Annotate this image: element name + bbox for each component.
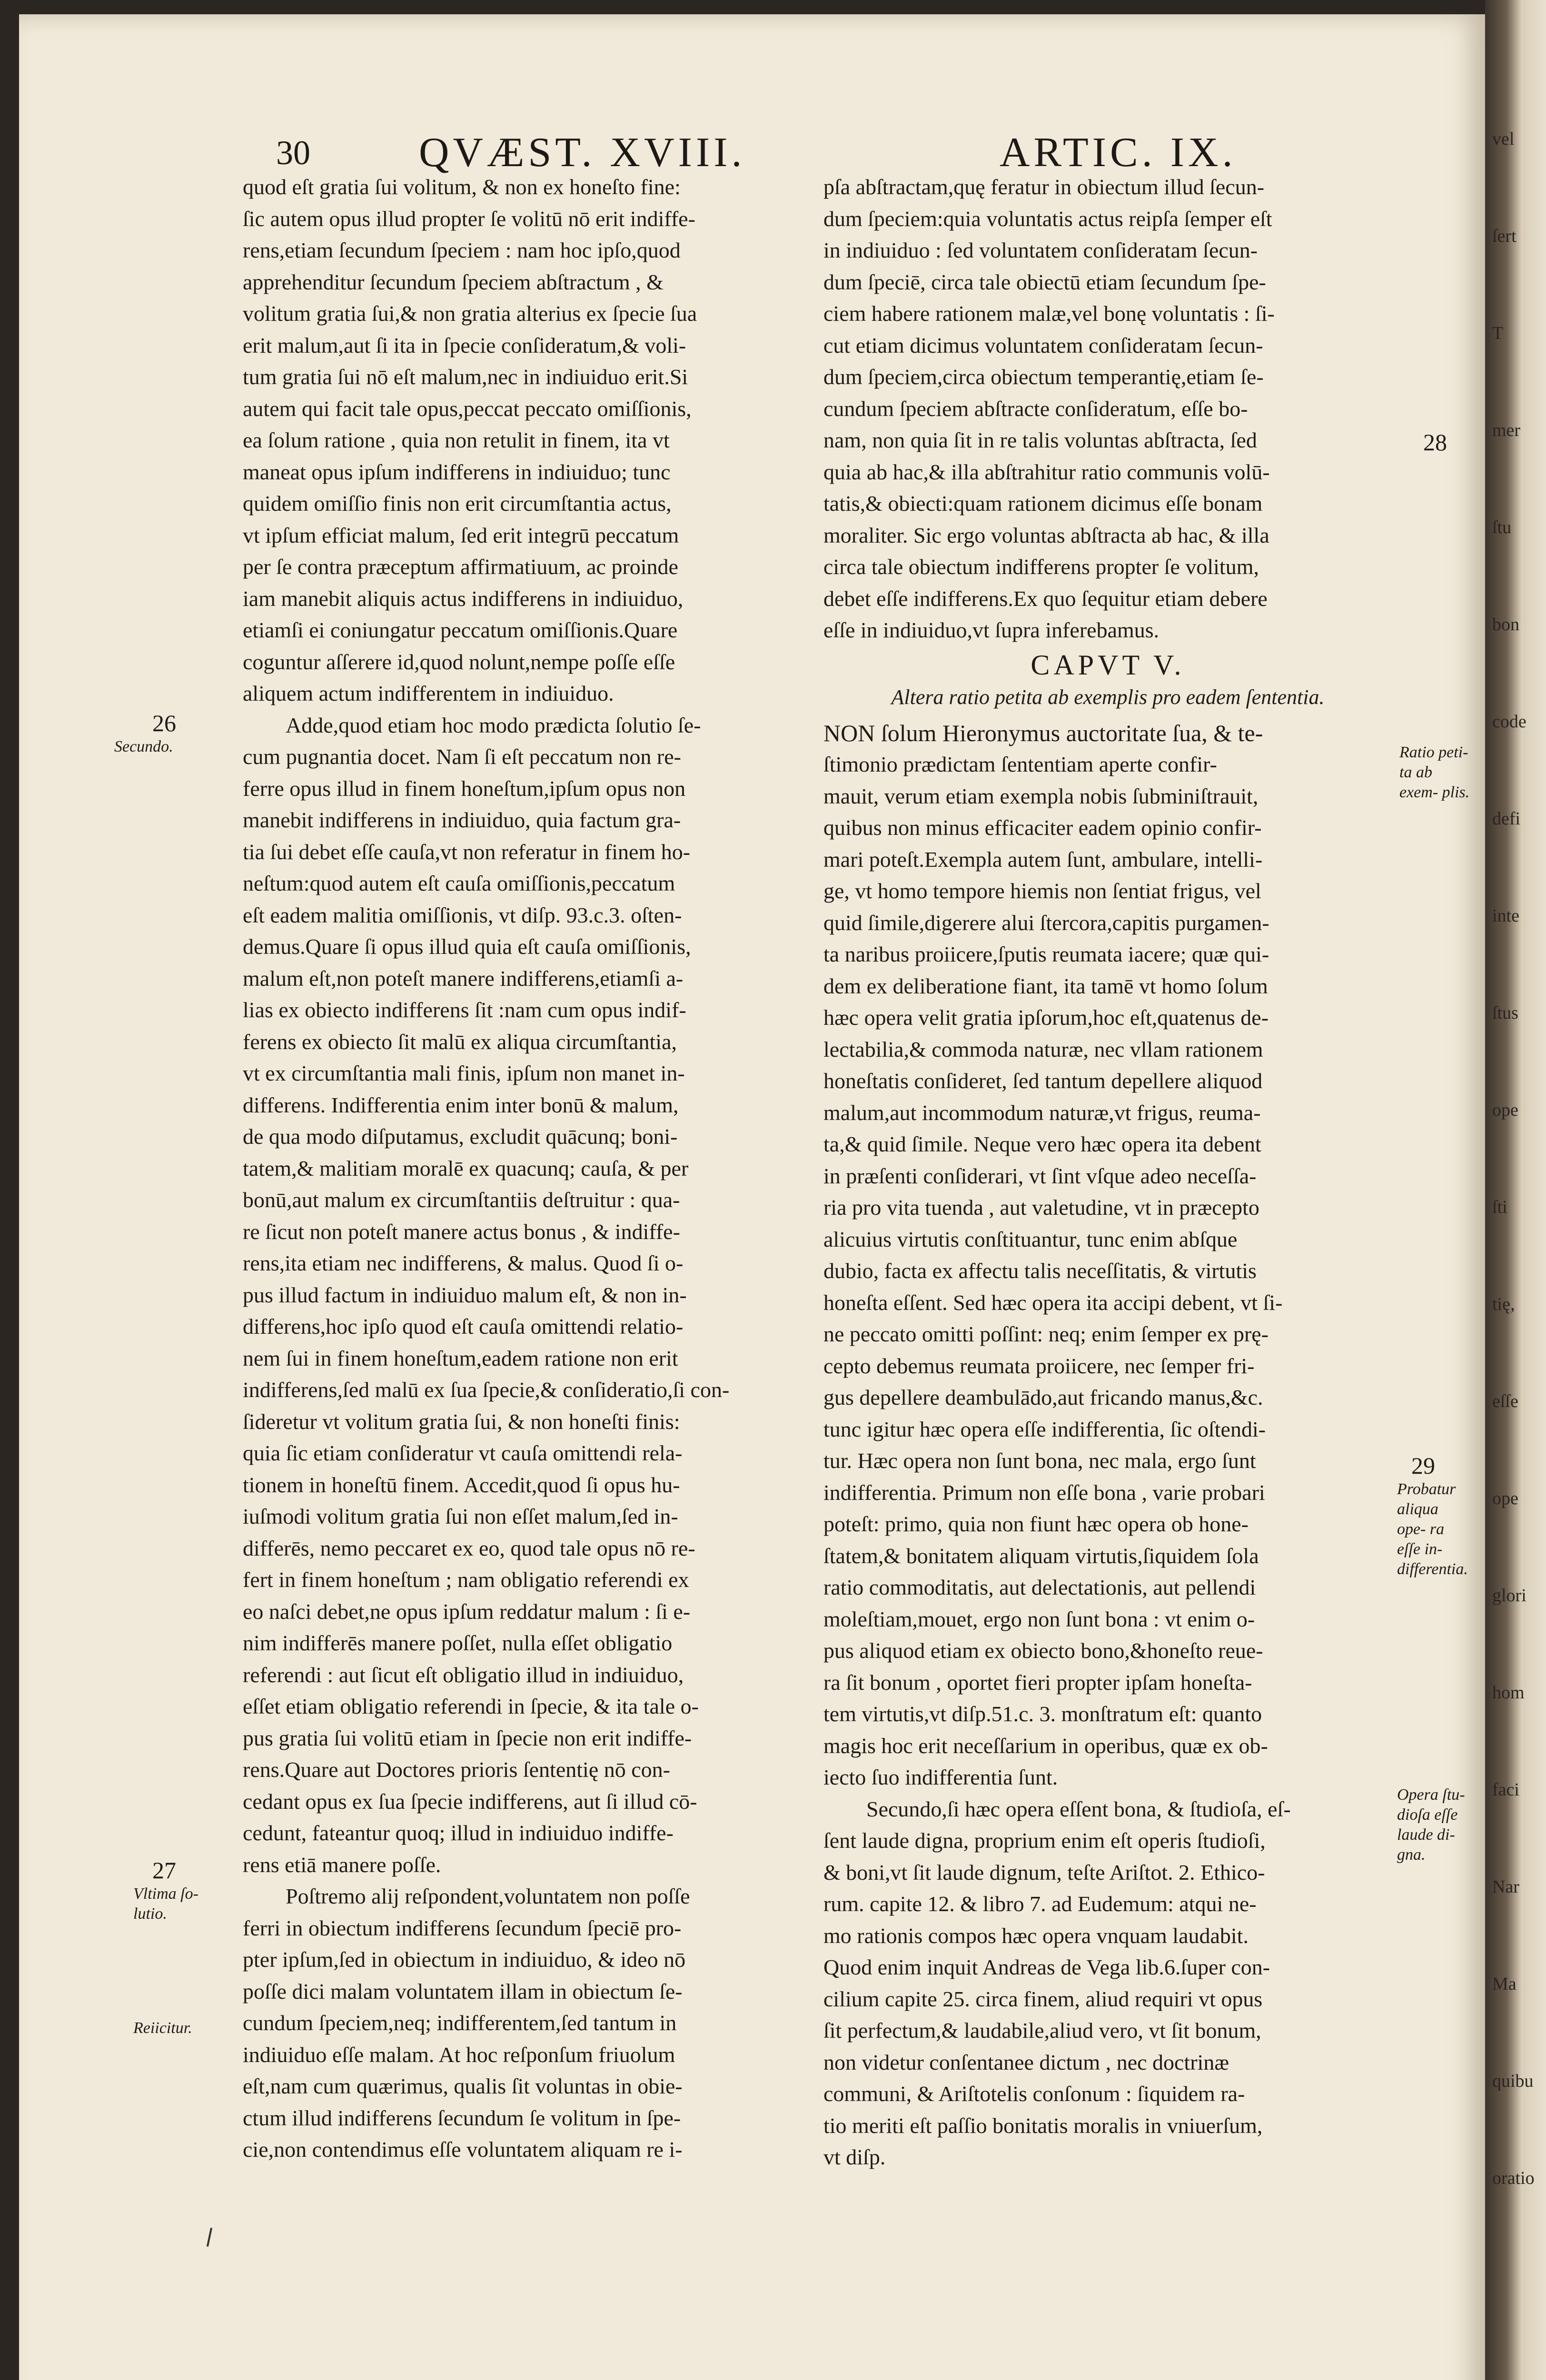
facing-page-fragment: eſſe <box>1492 1391 1518 1411</box>
text-line: ciem habere rationem malæ,vel bonę voluntatis : ſi- <box>823 301 1275 326</box>
facing-page-fragment: T <box>1492 323 1504 343</box>
facing-page-fragment: hom <box>1492 1683 1525 1703</box>
margin-number: 26 <box>152 710 176 736</box>
facing-page-edge <box>1492 29 1546 2380</box>
text-line: iuſmodi volitum gratia ſui non eſſet malum,ſed in- <box>243 1504 678 1528</box>
text-line: ferens ex obiecto ſit malū ex aliqua circumſtantia, <box>243 1029 677 1054</box>
text-line: differens,hoc ipſo quod eſt cauſa omittendi relatio- <box>243 1314 684 1339</box>
facing-page-fragment: mer <box>1492 420 1521 440</box>
text-line: alicuius virtutis conſtituantur, tunc enim abſque <box>823 1227 1238 1251</box>
text-line: ta,& quid ſimile. Neque vero hæc opera ita debent <box>823 1132 1261 1156</box>
facing-page-fragment: ope <box>1492 1100 1518 1120</box>
text-line: mauit, verum etiam exempla nobis ſubminiſtrauit, <box>823 783 1259 808</box>
left-text-column <box>243 171 800 2166</box>
chapter-subtitle: Altera ratio petita ab exemplis pro eadem ſententia. <box>891 685 1325 709</box>
text-line: maneat opus ipſum indifferens in indiuiduo; tunc <box>243 459 671 484</box>
text-line: magis hoc erit neceſſarium in operibus, quæ ex ob- <box>823 1733 1268 1758</box>
text-line: quid ſimile,digerere alui ſtercora,capitis purgamen- <box>823 910 1269 935</box>
text-line: ge, vt homo tempore hiemis non ſentiat frigus, vel <box>823 879 1261 903</box>
text-line: rens,etiam ſecundum ſpeciem : nam hoc ipſo,quod <box>243 238 681 262</box>
running-head-right: ARTIC. IX. <box>1000 129 1237 176</box>
text-line: cundum ſpeciem abſtracte conſideratum, eſſe bo- <box>823 396 1248 421</box>
facing-page-fragment: Nar <box>1492 1877 1519 1897</box>
text-line: cepto debemus reumata proiicere, nec ſemper fri- <box>823 1353 1255 1378</box>
text-line: pus aliquod etiam ex obiecto bono,&honeſto reue- <box>823 1638 1263 1663</box>
margin-note-26 <box>114 709 176 757</box>
text-line: ſtatem,& bonitatem aliquam virtutis,ſiquidem ſola <box>823 1543 1259 1568</box>
text-line: ctum illud indifferens ſecundum ſe volitum in ſpe- <box>243 2105 681 2130</box>
text-line: Poſtremo alij reſpondent,voluntatem non poſſe <box>286 1884 690 1908</box>
text-line: bonū,aut malum ex circumſtantiis deſtruitur : qua- <box>243 1188 680 1212</box>
text-line: cum pugnantia docet. Nam ſi eſt peccatum non re- <box>243 744 681 769</box>
facing-page-fragment: ope <box>1492 1488 1518 1508</box>
text-line: nem ſui in finem honeſtum,eadem ratione non erit <box>243 1346 678 1370</box>
text-line: communi, & Ariſtotelis conſonum : ſiquidem ra- <box>823 2082 1245 2106</box>
text-line: rens etiā manere poſſe. <box>243 1852 441 1877</box>
text-line: dum ſpeciem,circa obiectum temperantię,etiam ſe- <box>823 365 1264 389</box>
facing-page-fragment: Ma <box>1492 1974 1516 1994</box>
facing-page-fragment: quibu <box>1492 2071 1534 2091</box>
margin-note-27 <box>133 1856 219 1924</box>
text-line: ſent laude digna, proprium enim eſt operis ſtudioſi, <box>823 1828 1266 1853</box>
margin-gloss: Ratio peti- ta ab exem- plis. <box>1399 744 1470 801</box>
text-line: re ſicut non poteſt manere actus bonus , & indiffe- <box>243 1219 680 1244</box>
text-line: tio meriti eſt paſſio bonitatis moralis in vniuerſum, <box>823 2113 1263 2138</box>
text-line: fert in finem honeſtum ; nam obligatio referendi ex <box>243 1567 689 1592</box>
text-line: demus.Quare ſi opus illud quia eſt cauſa omiſſionis, <box>243 934 691 959</box>
text-line: in præſenti conſiderari, vt ſint vſque adeo neceſſa- <box>823 1163 1257 1188</box>
facing-page-fragment: oratio <box>1492 2168 1535 2188</box>
text-line: quibus non minus efficaciter eadem opinio confir- <box>823 815 1262 840</box>
text-line: eſſe in indiuiduo,vt ſupra inferebamus. <box>823 618 1160 642</box>
text-line: honeſta eſſent. Sed hæc opera ita accipi debent, vt ſi- <box>823 1290 1283 1315</box>
text-line: Adde,quod etiam hoc modo prædicta ſolutio ſe- <box>286 713 701 737</box>
text-line: volitum gratia ſui,& non gratia alterius ex ſpecie ſua <box>243 301 697 326</box>
text-line: referendi : aut ſicut eſt obligatio illud in indiuiduo, <box>243 1662 684 1687</box>
text-line: ſit perfectum,& laudabile,aliud vero, vt ſit bonum, <box>823 2018 1261 2043</box>
text-line: ratio commoditatis, aut delectationis, aut pellendi <box>823 1575 1256 1599</box>
text-line: non videtur conſentanee dictum , nec doctrinæ <box>823 2050 1229 2074</box>
margin-gloss: Secundo. <box>114 738 173 755</box>
text-line: ferri in obiectum indifferens ſecundum ſpeciē pro- <box>243 1915 682 1940</box>
text-line: & boni,vt ſit laude dignum, teſte Ariſtot. 2. Ethico- <box>823 1860 1265 1884</box>
text-line: pter ipſum,ſed in obiectum in indiuiduo, & ideo nō <box>243 1947 686 1972</box>
margin-number: 27 <box>152 1857 176 1884</box>
text-line: debet eſſe indifferens.Ex quo ſequitur etiam debere <box>823 586 1268 611</box>
running-head-left: QVÆST. XVIII. <box>419 129 746 176</box>
text-line: pus illud factum in indiuiduo malum eſt, & non in- <box>243 1282 687 1307</box>
text-line: in indiuiduo : ſed voluntatem conſideratam ſecun- <box>823 238 1258 262</box>
text-line: poſſe dici malam voluntatem illam in obiectum ſe- <box>243 1979 683 2003</box>
margin-gloss: Vltima ſo- lutio. <box>133 1885 198 1923</box>
text-line: quidem omiſſio finis non erit circumſtantia actus, <box>243 491 672 516</box>
text-line: cundum ſpeciem,neq; indifferentem,ſed tantum in <box>243 2011 677 2035</box>
text-line: mari poteſt.Exempla autem ſunt, ambulare, intelli- <box>823 847 1263 872</box>
text-line: indiuiduo eſſe malam. At hoc reſponſum friuolum <box>243 2042 675 2067</box>
text-line: neſtum:quod autem eſt cauſa omiſſionis,peccatum <box>243 871 675 895</box>
text-line: malum,aut incommodum naturæ,vt frigus, reuma- <box>823 1100 1261 1125</box>
text-line: ſideretur vt volitum gratia ſui, & non honeſti finis: <box>243 1409 680 1434</box>
text-line: ra ſit bonum , oportet fieri propter ipſam honeſta- <box>823 1670 1252 1695</box>
text-line: gus depellere deambulādo,aut fricando manus,&c. <box>823 1385 1263 1409</box>
facing-page-fragment: tię, <box>1492 1294 1515 1314</box>
text-line: etiamſi ei coniungatur peccatum omiſſionis.Quare <box>243 618 678 642</box>
text-line: Quod enim inquit Andreas de Vega lib.6.ſuper con- <box>823 1955 1270 1979</box>
text-line: tunc igitur hæc opera eſſe indifferentia, ſic oſtendi- <box>823 1417 1266 1441</box>
text-line: eſt,nam cum quærimus, qualis ſit voluntas in obie- <box>243 2074 683 2098</box>
chapter-heading: CAPVT V. <box>1031 649 1185 681</box>
text-line: vt ipſum efficiat malum, ſed erit integrū peccatum <box>243 523 679 547</box>
text-line: tatem,& malitiam moralē ex quacunq; cauſa, & per <box>243 1156 689 1180</box>
text-line: ferre opus illud in finem honeſtum,ipſum opus non <box>243 776 686 801</box>
facing-page-fragment: defi <box>1492 809 1521 829</box>
facing-page-fragment: ſtus <box>1492 1003 1518 1023</box>
text-line: manebit indifferens in indiuiduo, quia factum gra- <box>243 808 681 832</box>
text-line: quod eſt gratia ſui volitum, & non ex honeſto fine: <box>243 175 681 199</box>
text-line: lectabilia,& commoda naturæ, nec vllam rationem <box>823 1037 1263 1061</box>
text-line: ta naribus proiicere,ſputis reumata iacere; quæ qui- <box>823 942 1269 966</box>
text-line: NON ſolum Hieronymus auctoritate ſua, & te- <box>823 719 1263 746</box>
text-line: honeſtatis conſideret, ſed tantum depellere aliquod <box>823 1069 1263 1093</box>
text-line: quia ab hac,& illa abſtrahitur ratio communis volū- <box>823 459 1270 484</box>
text-line: vt ex circumſtantia mali finis, ipſum non manet in- <box>243 1061 685 1085</box>
text-line: cedant opus ex ſua ſpecie indifferens, aut ſi illud cō- <box>243 1789 697 1814</box>
text-line: indifferens,ſed malū ex ſua ſpecie,& conſideratio,ſi con- <box>243 1378 730 1402</box>
text-line: tia ſui debet eſſe cauſa,vt non referatur in finem ho- <box>243 839 691 864</box>
text-line: dum ſpeciē, circa tale obiectū etiam ſecundum ſpe- <box>823 269 1266 294</box>
text-line: indifferentia. Primum non eſſe bona , varie probari <box>823 1480 1265 1505</box>
text-line: de qua modo diſputamus, excludit quācunq; boni- <box>243 1124 678 1149</box>
margin-number: 29 <box>1411 1452 1435 1479</box>
text-line: quia ſic etiam conſideratur vt cauſa omittendi rela- <box>243 1441 683 1465</box>
text-line: dum ſpeciem:quia voluntatis actus reipſa ſemper eſt <box>823 206 1272 231</box>
text-line: aliquem actum indifferentem in indiuiduo. <box>243 681 614 705</box>
facing-page-fragment: vel <box>1492 129 1515 149</box>
text-line: cedunt, fateantur quoq; illud in indiuiduo indiffe- <box>243 1821 674 1845</box>
facing-page-fragment: bon <box>1492 615 1519 635</box>
text-line: mo rationis compos hæc opera vnquam laudabit. <box>823 1923 1249 1948</box>
text-line: cie,non contendimus eſſe voluntatem aliquam re i- <box>243 2137 683 2162</box>
text-line: pus gratia ſui volitū etiam in ſpecie non erit indiffe- <box>243 1726 692 1750</box>
margin-note-29 <box>1397 1452 1468 1579</box>
text-line: vt diſp. <box>823 2145 886 2169</box>
text-line: differēs, nemo peccaret ex eo, quod tale opus nō re- <box>243 1536 695 1560</box>
text-line: circa tale obiectum indifferens propter ſe volitum, <box>823 555 1259 579</box>
text-line: rum. capite 12. & libro 7. ad Eudemum: atqui ne- <box>823 1892 1257 1916</box>
text-line: ea ſolum ratione , quia non retulit in finem, ita vt <box>243 428 670 452</box>
margin-gloss: Probatur aliqua ope- ra eſſe in- differentia. <box>1397 1480 1468 1578</box>
text-line: eſſet etiam obligatio referendi in ſpecie, & ita tale o- <box>243 1694 699 1718</box>
facing-page-fragment: glori <box>1492 1586 1526 1606</box>
stray-ink-mark <box>207 2228 212 2247</box>
text-line: pſa abſtractam,quę feratur in obiectum illud ſecun- <box>823 175 1265 199</box>
text-line: Secundo,ſi hæc opera eſſent bona, & ſtudioſa, eſ- <box>866 1796 1291 1821</box>
text-line: tatis,& obiecti:quam rationem dicimus eſſe bonam <box>823 491 1263 516</box>
text-line: cut etiam dicimus voluntatem conſideratam ſecun- <box>823 333 1263 357</box>
text-line: rens,ita etiam nec indifferens, & malus. Quod ſi o- <box>243 1251 684 1275</box>
text-line: autem qui facit tale opus,peccat peccato omiſſionis, <box>243 396 692 421</box>
right-column-part-b <box>823 717 1392 2173</box>
margin-number: 28 <box>1423 429 1447 456</box>
text-line: apprehenditur ſecundum ſpeciem abſtractum , & <box>243 269 664 294</box>
text-line: ria pro vita tuenda , aut valetudine, vt in præcepto <box>823 1195 1259 1220</box>
margin-note-ratio <box>1399 743 1471 803</box>
text-line: eo naſci debet,ne opus ipſum reddatur malum : ſi e- <box>243 1599 691 1624</box>
facing-page-fragment: faci <box>1492 1780 1519 1800</box>
text-line: erit malum,aut ſi ita in ſpecie conſideratum,& voli- <box>243 333 686 357</box>
facing-page-fragment: inte <box>1492 906 1519 926</box>
text-line: hæc opera velit gratia ipſorum,hoc eſt,quatenus de- <box>823 1005 1269 1030</box>
text-line: lias ex obiecto indifferens ſit :nam cum opus indif- <box>243 998 686 1022</box>
text-line: tum gratia ſui nō eſt malum,nec in indiuiduo erit.Si <box>243 365 688 389</box>
text-line: poteſt: primo, quia non fiunt hæc opera ob hone- <box>823 1512 1249 1536</box>
text-line: ne peccato omitti poſſint: neq; enim ſemper ex prę- <box>823 1322 1269 1346</box>
book-page <box>19 14 1485 2380</box>
text-line: nam, non quia ſit in re talis voluntas abſtracta, ſed <box>823 428 1257 452</box>
facing-page-fragment: ſert <box>1492 226 1516 246</box>
text-line: iecto ſuo indifferentia ſunt. <box>823 1765 1058 1789</box>
right-column-part-a <box>823 171 1392 646</box>
margin-note-opera <box>1397 1785 1468 1865</box>
text-line: rens.Quare aut Doctores prioris ſententię nō con- <box>243 1757 670 1782</box>
text-line: per ſe contra præceptum affirmatiuum, ac proinde <box>243 555 678 579</box>
text-line: malum eſt,non poteſt manere indifferens,etiamſi a- <box>243 966 684 991</box>
text-line: eſt eadem malitia omiſſionis, vt diſp. 93.c.3. oſten- <box>243 902 682 927</box>
text-line: moleſtiam,mouet, ergo non ſunt bona : vt enim o- <box>823 1606 1255 1631</box>
text-line: iam manebit aliquis actus indifferens in indiuiduo, <box>243 586 684 611</box>
text-line: moraliter. Sic ergo voluntas abſtracta ab hac, & illa <box>823 523 1269 547</box>
margin-note-reiicitur <box>133 2018 192 2038</box>
text-line: cilium capite 25. circa finem, aliud requiri vt opus <box>823 1986 1263 2011</box>
margin-gloss: Reiicitur. <box>133 2019 192 2037</box>
text-line: ſtimonio prædictam ſententiam aperte confir- <box>823 752 1217 776</box>
margin-gloss: Opera ſtu- dioſa eſſe laude di- gna. <box>1397 1786 1465 1864</box>
text-line: coguntur aſſerere id,quod nolunt,nempe poſſe eſſe <box>243 649 675 674</box>
text-line: nim indifferēs manere poſſet, nulla eſſet obligatio <box>243 1631 673 1655</box>
folio-number: 30 <box>276 134 310 172</box>
facing-page-fragment: ſti <box>1492 1197 1507 1217</box>
facing-page-fragment: code <box>1492 712 1526 732</box>
facing-page-fragment: ſtu <box>1492 517 1512 537</box>
text-line: dem ex deliberatione fiant, ita tamē vt homo ſolum <box>823 973 1268 998</box>
text-line: tem virtutis,vt diſp.51.c. 3. monſtratum eſt: quanto <box>823 1702 1262 1726</box>
text-line: tur. Hæc opera non ſunt bona, nec mala, ergo ſunt <box>823 1448 1256 1473</box>
right-text-column <box>823 171 1392 2173</box>
text-line: dubio, facta ex affectu talis neceſſitatis, & virtutis <box>823 1259 1257 1283</box>
text-line: tionem in honeſtū finem. Accedit,quod ſi opus hu- <box>243 1472 680 1497</box>
text-line: differens. Indifferentia enim inter bonū & malum, <box>243 1092 679 1117</box>
text-line: ſic autem opus illud propter ſe volitū nō erit indiffe- <box>243 206 695 231</box>
margin-note-28 <box>1423 428 1447 456</box>
